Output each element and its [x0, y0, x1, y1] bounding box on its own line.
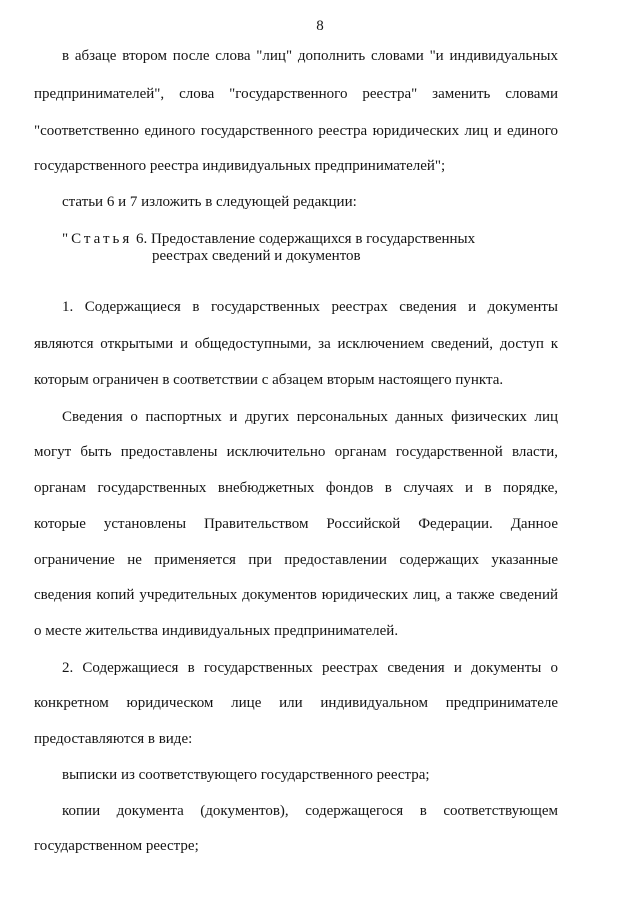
article-word: "Статья: [62, 231, 133, 247]
text-line: которым ограничен в соответствии с абзацем вторым настоящего пункта.: [34, 372, 504, 388]
text-line: выписки из соответствующего государственного реестра;: [62, 767, 430, 783]
article-title: 6. Предоставление содержащихся в государственных: [132, 231, 476, 247]
article-heading: [62, 230, 475, 248]
text-line: копии документа (документов), содержащегося в соответствующем: [62, 803, 558, 819]
article-title-continued: реестрах сведений и документов: [152, 248, 361, 264]
text-line: которые установлены Правительством Российской Федерации. Данное: [34, 516, 558, 532]
text-line: конкретном юридическом лице или индивидуальном предпринимателе: [34, 695, 558, 711]
text-line: предпринимателей", слова "государственного реестра" заменить словами: [34, 86, 558, 102]
text-line: ограничение не применяется при предоставлении содержащих указанные: [34, 552, 558, 568]
text-line: статьи 6 и 7 изложить в следующей редакции:: [62, 194, 357, 210]
text-line: о месте жительства индивидуальных предпринимателей.: [34, 623, 399, 639]
text-line: 1. Содержащиеся в государственных реестрах сведения и документы: [62, 299, 558, 315]
text-line: предоставляются в виде:: [34, 731, 193, 747]
text-line: являются открытыми и общедоступными, за исключением сведений, доступ к: [34, 336, 558, 352]
text-line: сведения копий учредительных документов юридических лиц, а также сведений: [34, 587, 558, 603]
text-line: Сведения о паспортных и других персональных данных физических лиц: [62, 409, 558, 425]
text-line: "соответственно единого государственного реестра юридических лиц и единого: [34, 123, 558, 139]
text-line: могут быть предоставлены исключительно органам государственной власти,: [34, 444, 558, 460]
text-line: 2. Содержащиеся в государственных реестрах сведения и документы о: [62, 660, 558, 676]
text-line: государственном реестре;: [34, 838, 199, 854]
page-number: 8: [316, 18, 324, 34]
text-line: государственного реестра индивидуальных предпринимателей";: [34, 158, 446, 174]
text-line: в абзаце втором после слова "лиц" дополнить словами "и индивидуальных: [62, 48, 558, 64]
text-line: органам государственных внебюджетных фондов в случаях и в порядке,: [34, 480, 558, 496]
